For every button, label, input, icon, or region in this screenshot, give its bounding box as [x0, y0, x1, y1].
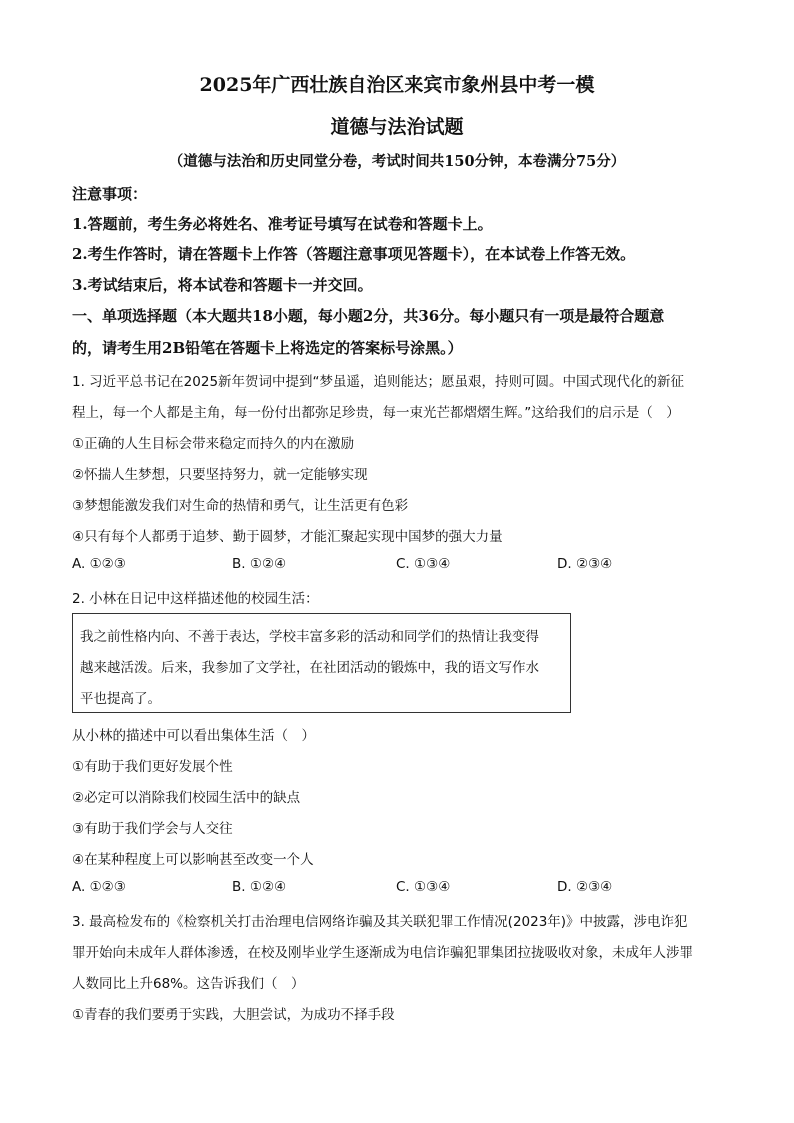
q2-option-c[interactable]: C. ①③④ — [396, 879, 451, 895]
q1-option-a[interactable]: A. ①②③ — [72, 556, 126, 572]
q1-stem-cont: 程上，每一个人都是主角，每一份付出都弥足珍贵，每一束光芒都熠熠生辉。”这给我们的启示是（ ） — [72, 405, 680, 421]
notice-heading: 注意事项： — [72, 185, 148, 203]
q1-option-c[interactable]: C. ①③④ — [396, 556, 451, 572]
q2-question: 从小林的描述中可以看出集体生活（ ） — [72, 728, 315, 744]
exam-title: 2025年广西壮族自治区来宾市象州县中考一模 — [199, 74, 595, 96]
q2-statement: ①有助于我们更好发展个性 — [72, 759, 233, 775]
exam-note: （道德与法治和历史同堂分卷，考试时间共150分钟，本卷满分75分） — [168, 153, 626, 170]
q3-stem-cont: 人数同比上升68%。这告诉我们（ ） — [72, 976, 305, 992]
q2-diary-text: 我之前性格内向、不善于表达，学校丰富多彩的活动和同学们的热情让我变得 — [80, 629, 539, 645]
q2-option-a[interactable]: A. ①②③ — [72, 879, 126, 895]
q3-statement: ①青春的我们要勇于实践，大胆尝试，为成功不择手段 — [72, 1007, 395, 1023]
notice-item: 3.考试结束后，将本试卷和答题卡一并交回。 — [72, 276, 373, 294]
q1-option-d[interactable]: D. ②③④ — [557, 556, 613, 572]
q1-statement: ④只有每个人都勇于追梦、勤于圆梦，才能汇聚起实现中国梦的强大力量 — [72, 529, 503, 545]
q2-statement: ②必定可以消除我们校园生活中的缺点 — [72, 790, 301, 806]
q3-stem: 3. 最高检发布的《检察机关打击治理电信网络诈骗及其关联犯罪工作情况(2023年)》中披露，涉电诈犯 — [72, 914, 688, 930]
section-heading-cont: 的，请考生用2B铅笔在答题卡上将选定的答案标号涂黑。） — [72, 339, 463, 357]
q2-statement: ④在某种程度上可以影响甚至改变一个人 — [72, 852, 314, 868]
notice-item: 1.答题前，考生务必将姓名、准考证号填写在试卷和答题卡上。 — [72, 215, 493, 233]
q2-diary-text: 越来越活泼。后来，我参加了文学社，在社团活动的锻炼中，我的语文写作水 — [80, 660, 539, 676]
q1-option-b[interactable]: B. ①②④ — [232, 556, 287, 572]
q2-option-b[interactable]: B. ①②④ — [232, 879, 287, 895]
q2-statement: ③有助于我们学会与人交往 — [72, 821, 233, 837]
q2-diary-text: 平也提高了。 — [80, 691, 161, 707]
q1-statement: ①正确的人生目标会带来稳定而持久的内在激励 — [72, 436, 355, 452]
q1-stem: 1. 习近平总书记在2025新年贺词中提到“梦虽遥，追则能达；愿虽艰，持则可圆。中国式现代化的新征 — [72, 374, 685, 390]
section-heading: 一、单项选择题（本大题共18小题，每小题2分，共36分。每小题只有一项是最符合题意 — [72, 307, 665, 325]
q3-stem-cont: 罪开始向未成年人群体渗透，在校及刚毕业学生逐渐成为电信诈骗犯罪集团拉拢吸收对象，未成年人涉罪 — [72, 945, 693, 961]
notice-item: 2.考生作答时，请在答题卡上作答（答题注意事项见答题卡），在本试卷上作答无效。 — [72, 245, 636, 263]
q2-stem: 2. 小林在日记中这样描述他的校园生活： — [72, 591, 319, 607]
q1-statement: ②怀揣人生梦想，只要坚持努力，就一定能够实现 — [72, 467, 368, 483]
q1-statement: ③梦想能激发我们对生命的热情和勇气，让生活更有色彩 — [72, 498, 409, 514]
q2-option-d[interactable]: D. ②③④ — [557, 879, 613, 895]
exam-subject: 道德与法治试题 — [330, 116, 464, 138]
